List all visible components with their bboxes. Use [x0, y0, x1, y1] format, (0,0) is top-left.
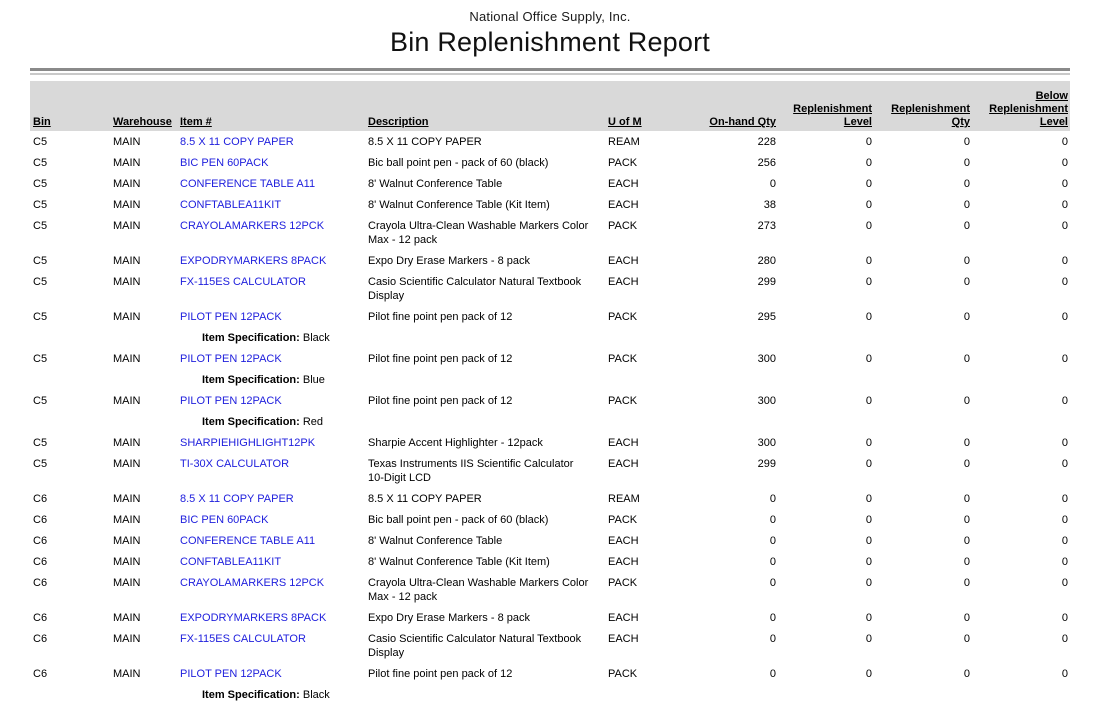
- cell-repl_level: 0: [865, 633, 872, 645]
- cell-repl_qty: 0: [963, 535, 970, 547]
- item-specification-label: Item Specification:: [202, 374, 303, 386]
- cell-repl_level: 0: [865, 311, 872, 323]
- cell-warehouse: MAIN: [113, 353, 141, 365]
- cell-description: Texas Instruments IIS Scientific Calculator 10-Digit LCD: [368, 458, 574, 484]
- cell-description: Sharpie Accent Highlighter - 12pack: [368, 437, 543, 449]
- column-header-repl_level[interactable]: [778, 103, 874, 129]
- item-link[interactable]: CONFTABLEA11KIT: [180, 556, 282, 568]
- cell-description: Pilot fine point pen pack of 12: [368, 395, 513, 407]
- cell-item: [177, 254, 365, 268]
- cell-item: [177, 667, 365, 681]
- cell-onhand: 300: [757, 353, 776, 365]
- cell-repl_qty: 0: [963, 395, 970, 407]
- cell-bin: C5: [33, 353, 48, 365]
- cell-description: 8.5 X 11 COPY PAPER: [368, 493, 482, 505]
- cell-repl_level: 0: [865, 458, 872, 470]
- cell-uom: EACH: [608, 458, 639, 470]
- cell-item: [177, 632, 365, 646]
- table-row: [30, 156, 1070, 177]
- cell-onhand: 38: [763, 199, 776, 211]
- cell-repl_qty: 0: [963, 353, 970, 365]
- item-link[interactable]: BIC PEN 60PACK: [180, 514, 269, 526]
- table-row: [30, 457, 1070, 492]
- cell-bin: C6: [33, 612, 48, 624]
- column-header-onhand[interactable]: [671, 116, 778, 129]
- cell-below: 0: [1061, 668, 1068, 680]
- cell-uom: EACH: [608, 437, 639, 449]
- item-link[interactable]: EXPODRYMARKERS 8PACK: [180, 255, 327, 267]
- cell-uom: EACH: [608, 556, 639, 568]
- cell-uom: EACH: [608, 178, 639, 190]
- cell-warehouse: MAIN: [113, 437, 141, 449]
- cell-bin: C5: [33, 199, 48, 211]
- cell-uom: EACH: [608, 612, 639, 624]
- column-header-repl_qty[interactable]: [874, 103, 972, 129]
- cell-warehouse: MAIN: [113, 255, 141, 267]
- cell-below: 0: [1061, 220, 1068, 232]
- cell-onhand: 0: [769, 514, 776, 526]
- cell-below: 0: [1061, 353, 1068, 365]
- item-specification-label: Item Specification:: [202, 416, 303, 428]
- cell-below: 0: [1061, 157, 1068, 169]
- cell-warehouse: MAIN: [113, 535, 141, 547]
- cell-repl_level: 0: [865, 220, 872, 232]
- cell-description: Expo Dry Erase Markers - 8 pack: [368, 612, 530, 624]
- cell-warehouse: MAIN: [113, 577, 141, 589]
- cell-below: 0: [1061, 612, 1068, 624]
- cell-warehouse: MAIN: [113, 199, 141, 211]
- cell-repl_level: 0: [865, 577, 872, 589]
- cell-bin: C6: [33, 556, 48, 568]
- cell-repl_level: 0: [865, 353, 872, 365]
- cell-onhand: 228: [757, 136, 776, 148]
- column-header-item[interactable]: [177, 116, 365, 129]
- cell-description: Casio Scientific Calculator Natural Textbook Display: [368, 633, 582, 659]
- cell-below: 0: [1061, 535, 1068, 547]
- cell-repl_level: 0: [865, 199, 872, 211]
- cell-uom: PACK: [608, 220, 638, 232]
- cell-item: [177, 310, 365, 324]
- cell-repl_qty: 0: [963, 255, 970, 267]
- cell-description: Pilot fine point pen pack of 12: [368, 668, 513, 680]
- cell-onhand: 280: [757, 255, 776, 267]
- table-row: [30, 611, 1070, 632]
- item-specification-row: [30, 373, 1070, 394]
- column-header-description[interactable]: [365, 116, 604, 129]
- cell-below: 0: [1061, 514, 1068, 526]
- cell-repl_qty: 0: [963, 220, 970, 232]
- cell-onhand: 0: [769, 535, 776, 547]
- cell-bin: C5: [33, 437, 48, 449]
- cell-bin: C5: [33, 276, 48, 288]
- cell-description: 8' Walnut Conference Table: [368, 535, 503, 547]
- table-row: [30, 198, 1070, 219]
- cell-repl_level: 0: [865, 493, 872, 505]
- item-link[interactable]: SHARPIEHIGHLIGHT12PK: [180, 437, 316, 449]
- cell-warehouse: MAIN: [113, 458, 141, 470]
- cell-item: [177, 352, 365, 366]
- cell-below: 0: [1061, 276, 1068, 288]
- item-specification-row: [30, 331, 1070, 352]
- cell-description: Crayola Ultra-Clean Washable Markers Color Max - 12 pack: [368, 220, 589, 246]
- cell-warehouse: MAIN: [113, 311, 141, 323]
- cell-repl_level: 0: [865, 556, 872, 568]
- cell-warehouse: MAIN: [113, 395, 141, 407]
- column-header-label: Below Replenishment Level: [989, 90, 1068, 128]
- item-link[interactable]: FX-115ES CALCULATOR: [180, 276, 306, 288]
- cell-onhand: 0: [769, 556, 776, 568]
- cell-uom: PACK: [608, 157, 638, 169]
- table-row: [30, 135, 1070, 156]
- cell-onhand: 0: [769, 633, 776, 645]
- cell-repl_qty: 0: [963, 668, 970, 680]
- table-row: [30, 310, 1070, 331]
- column-header-label: Bin: [33, 116, 51, 128]
- cell-warehouse: MAIN: [113, 136, 141, 148]
- cell-repl_qty: 0: [963, 311, 970, 323]
- table-row: [30, 576, 1070, 611]
- table-row: [30, 492, 1070, 513]
- cell-bin: C5: [33, 458, 48, 470]
- cell-onhand: 300: [757, 395, 776, 407]
- cell-uom: PACK: [608, 668, 638, 680]
- table-row: [30, 275, 1070, 310]
- cell-repl_qty: 0: [963, 276, 970, 288]
- table-row: [30, 534, 1070, 555]
- item-link[interactable]: EXPODRYMARKERS 8PACK: [180, 612, 327, 624]
- column-header-label: Replenishment Level: [793, 103, 872, 128]
- company-name: National Office Supply, Inc.: [469, 9, 631, 24]
- cell-warehouse: MAIN: [113, 633, 141, 645]
- cell-repl_qty: 0: [963, 633, 970, 645]
- cell-bin: C6: [33, 633, 48, 645]
- item-specification-label: Item Specification:: [202, 332, 303, 344]
- cell-repl_qty: 0: [963, 556, 970, 568]
- cell-warehouse: MAIN: [113, 514, 141, 526]
- cell-onhand: 0: [769, 612, 776, 624]
- cell-item: [177, 198, 365, 212]
- cell-uom: PACK: [608, 311, 638, 323]
- cell-uom: REAM: [608, 136, 640, 148]
- cell-uom: PACK: [608, 395, 638, 407]
- cell-onhand: 273: [757, 220, 776, 232]
- column-header-bin[interactable]: [30, 116, 110, 129]
- cell-bin: C6: [33, 577, 48, 589]
- cell-uom: EACH: [608, 535, 639, 547]
- cell-description: Casio Scientific Calculator Natural Textbook Display: [368, 276, 582, 302]
- title-divider: [30, 68, 1070, 75]
- cell-warehouse: MAIN: [113, 178, 141, 190]
- bin-replenishment-table: [30, 81, 1070, 709]
- cell-below: 0: [1061, 577, 1068, 589]
- cell-repl_level: 0: [865, 276, 872, 288]
- item-specification-value: Black: [302, 332, 330, 344]
- cell-repl_level: 0: [865, 157, 872, 169]
- table-row: [30, 632, 1070, 667]
- cell-repl_qty: 0: [963, 458, 970, 470]
- cell-item: [177, 219, 365, 233]
- cell-item: [177, 513, 365, 527]
- cell-description: Bic ball point pen - pack of 60 (black): [368, 514, 549, 526]
- cell-uom: EACH: [608, 633, 639, 645]
- cell-bin: C6: [33, 514, 48, 526]
- cell-onhand: 256: [757, 157, 776, 169]
- cell-onhand: 0: [769, 493, 776, 505]
- cell-bin: C5: [33, 220, 48, 232]
- column-header-label: Item #: [180, 116, 212, 128]
- item-link[interactable]: CONFERENCE TABLE A11: [180, 535, 316, 547]
- cell-below: 0: [1061, 199, 1068, 211]
- cell-below: 0: [1061, 458, 1068, 470]
- cell-item: [177, 576, 365, 590]
- cell-uom: PACK: [608, 514, 638, 526]
- table-row: [30, 436, 1070, 457]
- cell-repl_level: 0: [865, 437, 872, 449]
- cell-bin: C6: [33, 668, 48, 680]
- cell-below: 0: [1061, 311, 1068, 323]
- cell-below: 0: [1061, 136, 1068, 148]
- cell-warehouse: MAIN: [113, 556, 141, 568]
- column-header-label: Warehouse: [113, 116, 172, 128]
- item-link[interactable]: PILOT PEN 12PACK: [180, 668, 282, 680]
- cell-warehouse: MAIN: [113, 157, 141, 169]
- cell-repl_qty: 0: [963, 199, 970, 211]
- page-title: Bin Replenishment Report: [390, 27, 710, 57]
- table-row: [30, 177, 1070, 198]
- cell-description: Pilot fine point pen pack of 12: [368, 353, 513, 365]
- cell-uom: EACH: [608, 255, 639, 267]
- cell-item: [177, 534, 365, 548]
- item-link[interactable]: CRAYOLAMARKERS 12PCK: [180, 577, 325, 589]
- cell-below: 0: [1061, 437, 1068, 449]
- cell-onhand: 295: [757, 311, 776, 323]
- item-link[interactable]: PILOT PEN 12PACK: [180, 395, 282, 407]
- cell-repl_level: 0: [865, 136, 872, 148]
- cell-uom: EACH: [608, 276, 639, 288]
- table-body: [30, 131, 1070, 709]
- cell-repl_qty: 0: [963, 577, 970, 589]
- cell-warehouse: MAIN: [113, 493, 141, 505]
- column-header-label: Description: [368, 116, 429, 128]
- cell-bin: C5: [33, 311, 48, 323]
- cell-item: [177, 457, 365, 471]
- item-specification-label: Item Specification:: [202, 689, 303, 701]
- cell-description: 8' Walnut Conference Table: [368, 178, 503, 190]
- cell-repl_level: 0: [865, 178, 872, 190]
- cell-bin: C5: [33, 136, 48, 148]
- cell-bin: C5: [33, 178, 48, 190]
- cell-below: 0: [1061, 633, 1068, 645]
- item-link[interactable]: 8.5 X 11 COPY PAPER: [180, 493, 294, 505]
- cell-onhand: 0: [769, 668, 776, 680]
- item-specification-value: Red: [302, 416, 324, 428]
- cell-repl_qty: 0: [963, 178, 970, 190]
- cell-item: [177, 275, 365, 289]
- item-link[interactable]: BIC PEN 60PACK: [180, 157, 269, 169]
- cell-below: 0: [1061, 255, 1068, 267]
- cell-item: [177, 135, 365, 149]
- cell-uom: EACH: [608, 199, 639, 211]
- item-link[interactable]: FX-115ES CALCULATOR: [180, 633, 306, 645]
- column-header-label: U of M: [608, 116, 642, 128]
- cell-description: 8' Walnut Conference Table (Kit Item): [368, 556, 550, 568]
- item-link[interactable]: 8.5 X 11 COPY PAPER: [180, 136, 294, 148]
- table-row: [30, 555, 1070, 576]
- cell-item: [177, 611, 365, 625]
- cell-description: 8' Walnut Conference Table (Kit Item): [368, 199, 550, 211]
- cell-bin: C5: [33, 157, 48, 169]
- cell-onhand: 0: [769, 577, 776, 589]
- cell-bin: C5: [33, 395, 48, 407]
- cell-item: [177, 394, 365, 408]
- cell-onhand: 0: [769, 178, 776, 190]
- item-link[interactable]: CRAYOLAMARKERS 12PCK: [180, 220, 325, 232]
- table-row: [30, 352, 1070, 373]
- cell-uom: REAM: [608, 493, 640, 505]
- table-row: [30, 219, 1070, 254]
- cell-below: 0: [1061, 178, 1068, 190]
- item-link[interactable]: CONFTABLEA11KIT: [180, 199, 282, 211]
- cell-item: [177, 156, 365, 170]
- table-row: [30, 667, 1070, 688]
- cell-repl_qty: 0: [963, 157, 970, 169]
- table-row: [30, 513, 1070, 534]
- cell-repl_level: 0: [865, 255, 872, 267]
- cell-repl_level: 0: [865, 395, 872, 407]
- cell-below: 0: [1061, 395, 1068, 407]
- column-header-label: On-hand Qty: [709, 116, 776, 128]
- cell-description: Pilot fine point pen pack of 12: [368, 311, 513, 323]
- item-link[interactable]: CONFERENCE TABLE A11: [180, 178, 316, 190]
- item-link[interactable]: PILOT PEN 12PACK: [180, 311, 282, 323]
- cell-uom: PACK: [608, 353, 638, 365]
- item-specification-row: [30, 415, 1070, 436]
- item-link[interactable]: PILOT PEN 12PACK: [180, 353, 282, 365]
- cell-onhand: 299: [757, 276, 776, 288]
- cell-warehouse: MAIN: [113, 276, 141, 288]
- item-specification-row: [30, 688, 1070, 709]
- cell-bin: C5: [33, 255, 48, 267]
- cell-description: Crayola Ultra-Clean Washable Markers Color Max - 12 pack: [368, 577, 589, 603]
- cell-item: [177, 177, 365, 191]
- column-header-uom[interactable]: [604, 116, 671, 129]
- cell-repl_qty: 0: [963, 437, 970, 449]
- cell-warehouse: MAIN: [113, 668, 141, 680]
- column-header-warehouse[interactable]: [110, 116, 177, 129]
- cell-below: 0: [1061, 556, 1068, 568]
- cell-repl_level: 0: [865, 668, 872, 680]
- cell-bin: C6: [33, 535, 48, 547]
- cell-description: 8.5 X 11 COPY PAPER: [368, 136, 482, 148]
- cell-warehouse: MAIN: [113, 220, 141, 232]
- cell-item: [177, 555, 365, 569]
- cell-warehouse: MAIN: [113, 612, 141, 624]
- cell-repl_qty: 0: [963, 514, 970, 526]
- cell-onhand: 299: [757, 458, 776, 470]
- item-specification-value: Blue: [302, 374, 325, 386]
- cell-description: Bic ball point pen - pack of 60 (black): [368, 157, 549, 169]
- divider-rule-light: [30, 73, 1070, 75]
- cell-bin: C6: [33, 493, 48, 505]
- table-row: [30, 254, 1070, 275]
- cell-item: [177, 492, 365, 506]
- cell-repl_qty: 0: [963, 493, 970, 505]
- cell-item: [177, 436, 365, 450]
- column-header-below[interactable]: [972, 90, 1070, 129]
- item-link[interactable]: TI-30X CALCULATOR: [180, 458, 290, 470]
- table-row: [30, 394, 1070, 415]
- column-header-label: Replenishment Qty: [891, 103, 970, 128]
- cell-repl_level: 0: [865, 612, 872, 624]
- cell-repl_level: 0: [865, 514, 872, 526]
- cell-onhand: 300: [757, 437, 776, 449]
- cell-repl_level: 0: [865, 535, 872, 547]
- cell-uom: PACK: [608, 577, 638, 589]
- cell-description: Expo Dry Erase Markers - 8 pack: [368, 255, 530, 267]
- table-header-row: [30, 81, 1070, 131]
- cell-repl_qty: 0: [963, 136, 970, 148]
- item-specification-value: Black: [302, 689, 330, 701]
- cell-repl_qty: 0: [963, 612, 970, 624]
- cell-below: 0: [1061, 493, 1068, 505]
